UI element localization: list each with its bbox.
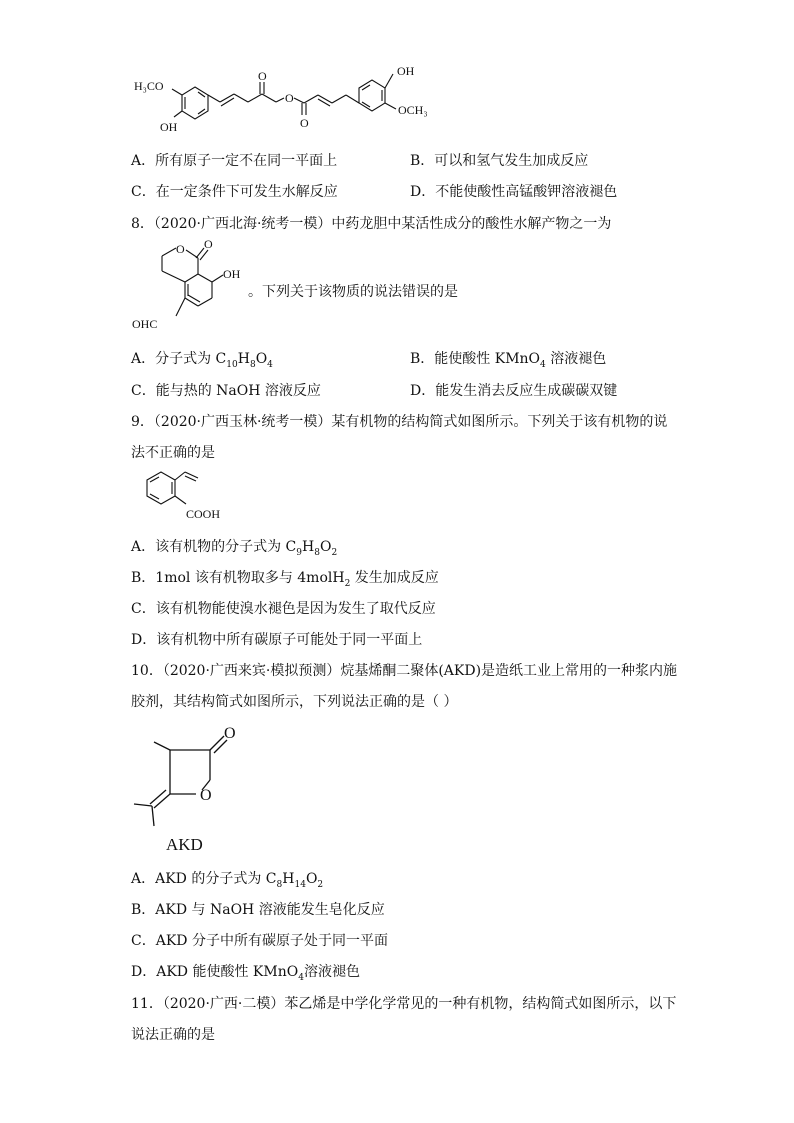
- q8-ring-o-label: O: [176, 242, 185, 256]
- q8-option-b-post: 溶液褪色: [545, 351, 607, 367]
- q10-option-a-sub2: 14: [294, 879, 306, 890]
- q9-option-b-pre: B．1mol 该有机物取多与 4molH: [131, 570, 345, 586]
- q8-option-a-m1: H: [237, 351, 250, 367]
- q9-option-a-sub2: 8: [314, 547, 320, 558]
- q9-stem-line2: 法不正确的是: [131, 445, 215, 461]
- q8-option-a-m2: O: [255, 351, 268, 367]
- q10-option-d-pre: D．AKD 能使酸性 KMnO: [131, 964, 299, 980]
- q10-option-a: [131, 868, 323, 888]
- q7-ester-o-label: O: [285, 91, 294, 105]
- q10-option-c: C．AKD 分子中所有碳原子处于同一平面: [131, 933, 388, 949]
- q8-option-a-sub1: 10: [226, 359, 238, 370]
- q8-option-a-sub2: 8: [249, 359, 256, 370]
- q9-option-c: C．该有机物能使溴水褪色是因为发生了取代反应: [131, 601, 436, 617]
- q8-option-a: [131, 348, 273, 368]
- q7-option-a: A．所有原子一定不在同一平面上: [131, 153, 338, 169]
- q7-och3-label: OCH₃: [398, 103, 428, 117]
- q8-carbonyl-o-label: O: [204, 238, 213, 251]
- q10-option-a-pre: A．AKD 的分子式为 C: [131, 871, 277, 887]
- q10-stem-line2: 胶剂，其结构简式如图所示，下列说法正确的是（ ）: [131, 694, 458, 710]
- q8-ohc-label: OHC: [132, 317, 158, 331]
- q8-option-a-pre: A．分子式为 C: [131, 351, 227, 367]
- q10-option-a-sub1: 8: [276, 879, 283, 890]
- q9-cooh-label: COOH: [186, 507, 221, 521]
- q10-structure: [128, 722, 248, 854]
- q7-option-c: C．在一定条件下可发生水解反应: [131, 184, 338, 200]
- q10-option-a-sub3: 2: [317, 879, 324, 890]
- q9-option-a-sub1: 9: [296, 547, 303, 558]
- q10-option-a-m2: O: [305, 871, 318, 887]
- q8-option-b: [410, 348, 606, 368]
- q8-oh-label: OH: [223, 267, 241, 281]
- q9-option-a-pre: A．该有机物的分子式为 C: [131, 539, 297, 555]
- q7-oh-right-label: OH: [397, 64, 415, 78]
- q8-stem-cont: 。下列关于该物质的说法错误的是: [248, 284, 458, 300]
- q7-option-d: D．不能使酸性高锰酸钾溶液褪色: [410, 184, 618, 200]
- q8-option-b-pre: B．能使酸性 KMnO: [410, 351, 541, 367]
- q7-ester-co-label: O: [300, 116, 309, 130]
- q7-oh-left-label: OH: [160, 120, 178, 134]
- q10-stem-line1: 10．（2020·广西来宾·模拟预测）烷基烯酮二聚体(AKD)是造纸工业上常用的一种浆内施: [131, 663, 678, 679]
- q10-option-a-m1: H: [282, 871, 295, 887]
- q9-option-a-sub3: 2: [331, 547, 338, 558]
- q9-option-a: [131, 536, 337, 556]
- q10-ring-o-label: O: [200, 787, 212, 804]
- q11-stem-line2: 说法正确的是: [131, 1027, 215, 1043]
- q7-h3co-label: H₃CO: [134, 79, 164, 93]
- q8-option-b-sub: 4: [540, 359, 546, 370]
- q11-stem-line1: 11．（2020·广西·二模）苯乙烯是中学化学常见的一种有机物，结构简式如图所示，以下: [131, 996, 677, 1012]
- q9-option-b-sub: 2: [344, 578, 351, 589]
- q10-akd-caption: AKD: [166, 835, 203, 854]
- q9-option-a-m1: H: [302, 539, 315, 555]
- q8-option-a-sub3: 4: [267, 359, 273, 370]
- q8-option-d: D．能发生消去反应生成碳碳双键: [410, 383, 618, 399]
- q9-structure: [128, 470, 238, 526]
- q7-ketone-o-label: O: [258, 69, 267, 83]
- q10-option-b: B．AKD 与 NaOH 溶液能发生皂化反应: [131, 902, 385, 918]
- q7-option-b: B．可以和氢气发生加成反应: [410, 153, 589, 169]
- q9-option-d: D．该有机物中所有碳原子可能处于同一平面上: [131, 632, 423, 648]
- q9-option-b-post: 发生加成反应: [350, 570, 439, 586]
- q10-option-d-sub: 4: [298, 972, 304, 983]
- q9-option-b: [131, 567, 439, 587]
- q10-carbonyl-o-label: O: [224, 725, 236, 742]
- q10-option-d-post: 溶液褪色: [303, 964, 360, 980]
- q9-stem-line1: 9．（2020·广西玉林·统考一模）某有机物的结构简式如图所示。下列关于该有机物的说: [131, 414, 668, 430]
- q8-stem: 8．（2020·广西北海·统考一模）中药龙胆中某活性成分的酸性水解产物之一为: [131, 216, 612, 232]
- q7-structure: [128, 60, 448, 142]
- q8-structure: [130, 238, 255, 338]
- q8-option-c: C．能与热的 NaOH 溶液反应: [131, 383, 321, 399]
- q9-option-a-m2: O: [319, 539, 332, 555]
- q10-option-d: [131, 961, 360, 981]
